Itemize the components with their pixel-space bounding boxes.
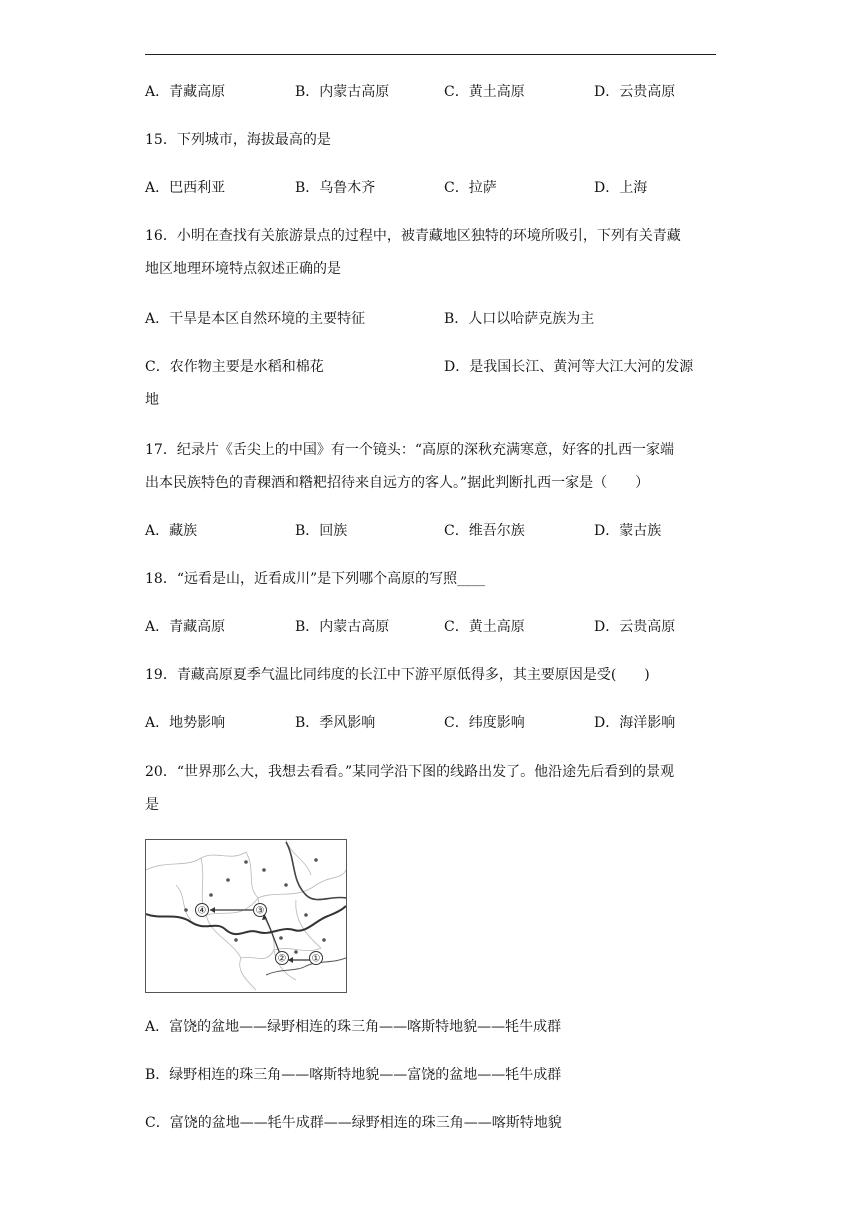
q14-option-c[interactable]: C．黄土高原: [444, 84, 525, 100]
map-marker-4: ④: [197, 905, 207, 917]
q15-option-a[interactable]: A．巴西利亚: [145, 180, 226, 196]
q14-option-b[interactable]: B．内蒙古高原: [295, 84, 390, 100]
q20-option-b[interactable]: B．绿野相连的珠三角——喀斯特地貌——富饶的盆地——牦牛成群: [145, 1067, 562, 1083]
q16-option-a[interactable]: A．干旱是本区自然环境的主要特征: [145, 311, 366, 327]
q18-option-a[interactable]: A．青藏高原: [145, 619, 226, 635]
q17-option-a[interactable]: A．藏族: [145, 523, 198, 539]
q20-option-a[interactable]: A．富饶的盆地——绿野相连的珠三角——喀斯特地貌——牦牛成群: [145, 1019, 562, 1035]
q18-option-d[interactable]: D．云贵高原: [594, 619, 676, 635]
q19-stem: 19．青藏高原夏季气温比同纬度的长江中下游平原低得多，其主要原因是受( ): [145, 667, 650, 683]
q19-option-b[interactable]: B．季风影响: [295, 715, 376, 731]
q15-option-c[interactable]: C．拉萨: [444, 180, 497, 196]
q15-option-d[interactable]: D．上海: [594, 180, 648, 196]
q16-option-d-wrap: 地: [145, 392, 159, 408]
q20-stem-line1: 20．“世界那么大，我想去看看。”某同学沿下图的线路出发了。他沿途先后看到的景观: [145, 764, 675, 780]
q16-stem-line1: 16．小明在查找有关旅游景点的过程中，被青藏地区独特的环境所吸引，下列有关青藏: [145, 228, 681, 244]
q15-option-b[interactable]: B．乌鲁木齐: [295, 180, 376, 196]
q20-stem-line2: 是: [145, 797, 159, 813]
q17-option-b[interactable]: B．回族: [295, 523, 348, 539]
q18-stem: 18．“远看是山，近看成川”是下列哪个高原的写照____: [145, 571, 486, 587]
header-rule: [145, 54, 716, 55]
q16-option-c[interactable]: C．农作物主要是水稻和棉花: [145, 359, 324, 375]
q16-stem-line2: 地区地理环境特点叙述正确的是: [145, 261, 341, 277]
map-marker-2: ②: [277, 953, 287, 965]
q18-option-c[interactable]: C．黄土高原: [444, 619, 525, 635]
q19-option-a[interactable]: A．地势影响: [145, 715, 226, 731]
q15-stem: 15．下列城市，海拔最高的是: [145, 132, 331, 148]
q14-option-a[interactable]: A．青藏高原: [145, 84, 226, 100]
q17-stem-line2: 出本民族特色的青稞酒和糌粑招待来自远方的客人。”据此判断扎西一家是（ ）: [145, 475, 650, 491]
q17-option-d[interactable]: D．蒙古族: [594, 523, 662, 539]
q19-option-c[interactable]: C．纬度影响: [444, 715, 525, 731]
q14-option-d[interactable]: D．云贵高原: [594, 84, 676, 100]
q16-option-d[interactable]: D．是我国长江、黄河等大江大河的发源: [444, 359, 694, 375]
q17-stem-line1: 17．纪录片《舌尖上的中国》有一个镜头：“高原的深秋充满寒意，好客的扎西一家端: [145, 442, 674, 458]
route-map-drawing: [146, 840, 346, 992]
map-marker-1: ①: [311, 953, 321, 965]
q16-option-b[interactable]: B．人口以哈萨克族为主: [444, 311, 595, 327]
q17-option-c[interactable]: C．维吾尔族: [444, 523, 525, 539]
q18-option-b[interactable]: B．内蒙古高原: [295, 619, 390, 635]
q19-option-d[interactable]: D．海洋影响: [594, 715, 676, 731]
route-map: [145, 839, 347, 993]
map-marker-3: ③: [255, 905, 265, 917]
q20-option-c[interactable]: C．富饶的盆地——牦牛成群——绿野相连的珠三角——喀斯特地貌: [145, 1115, 562, 1131]
